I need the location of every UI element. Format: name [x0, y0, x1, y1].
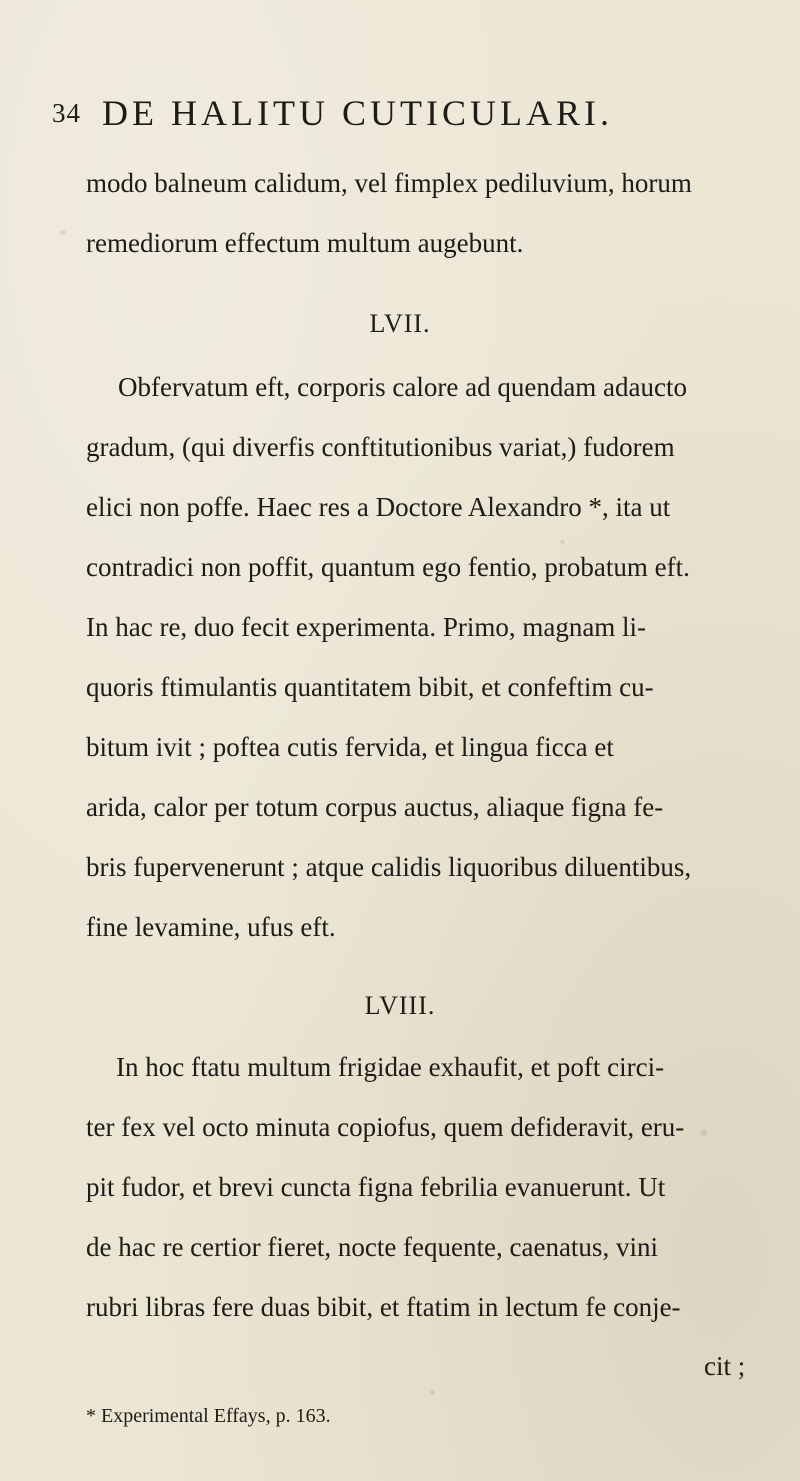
- text-line: bris fupervenerunt ; atque calidis liquoribus diluentibus,: [86, 852, 692, 882]
- text-line: modo balneum calidum, vel fimplex pediluvium, horum: [86, 168, 692, 198]
- text-line: de hac re certior fieret, nocte fequente, caenatus, vini: [86, 1232, 658, 1262]
- text-line: pit fudor, et brevi cuncta figna febrilia evanuerunt. Ut: [86, 1172, 666, 1202]
- section-heading-57: LVII.: [369, 309, 431, 338]
- page-header: [52, 92, 752, 142]
- text-line: rubri libras fere duas bibit, et ftatim in lectum fe conje-: [86, 1292, 681, 1322]
- text-line: fine levamine, ufus eft.: [86, 912, 336, 942]
- section-heading-58: LVIII.: [364, 991, 436, 1020]
- text-line: ter fex vel octo minuta copiofus, quem defideravit, eru-: [86, 1112, 685, 1142]
- running-head: DE HALITU CUTICULARI.: [102, 93, 613, 133]
- text-line: arida, calor per totum corpus auctus, aliaque figna fe-: [86, 792, 664, 822]
- catchword: cit ;: [704, 1351, 746, 1381]
- text-line: quoris ftimulantis quantitatem bibit, et confeftim cu-: [86, 672, 654, 702]
- text-line: Obfervatum eft, corporis calore ad quendam adaucto: [118, 372, 688, 402]
- footnote: * Experimental Effays, p. 163.: [86, 1405, 331, 1427]
- text-line: bitum ivit ; poftea cutis fervida, et lingua ficca et: [86, 732, 614, 762]
- paper-spot: [700, 1130, 707, 1136]
- text-line: contradici non poffit, quantum ego fentio, probatum eft.: [86, 552, 690, 582]
- text-line: remediorum effectum multum augebunt.: [86, 228, 524, 258]
- paper-spot: [430, 1390, 435, 1395]
- text-line: elici non poffe. Haec res a Doctore Alexandro *, ita ut: [86, 492, 671, 522]
- paper-spot: [560, 540, 565, 544]
- page-number: 34: [52, 98, 81, 128]
- paper-spot: [60, 230, 66, 235]
- text-line: In hoc ftatu multum frigidae exhaufit, et poft circi-: [116, 1052, 665, 1082]
- text-line: In hac re, duo fecit experimenta. Primo, magnam li-: [86, 612, 647, 642]
- text-line: gradum, (qui diverfis conftitutionibus variat,) fudorem: [86, 432, 675, 462]
